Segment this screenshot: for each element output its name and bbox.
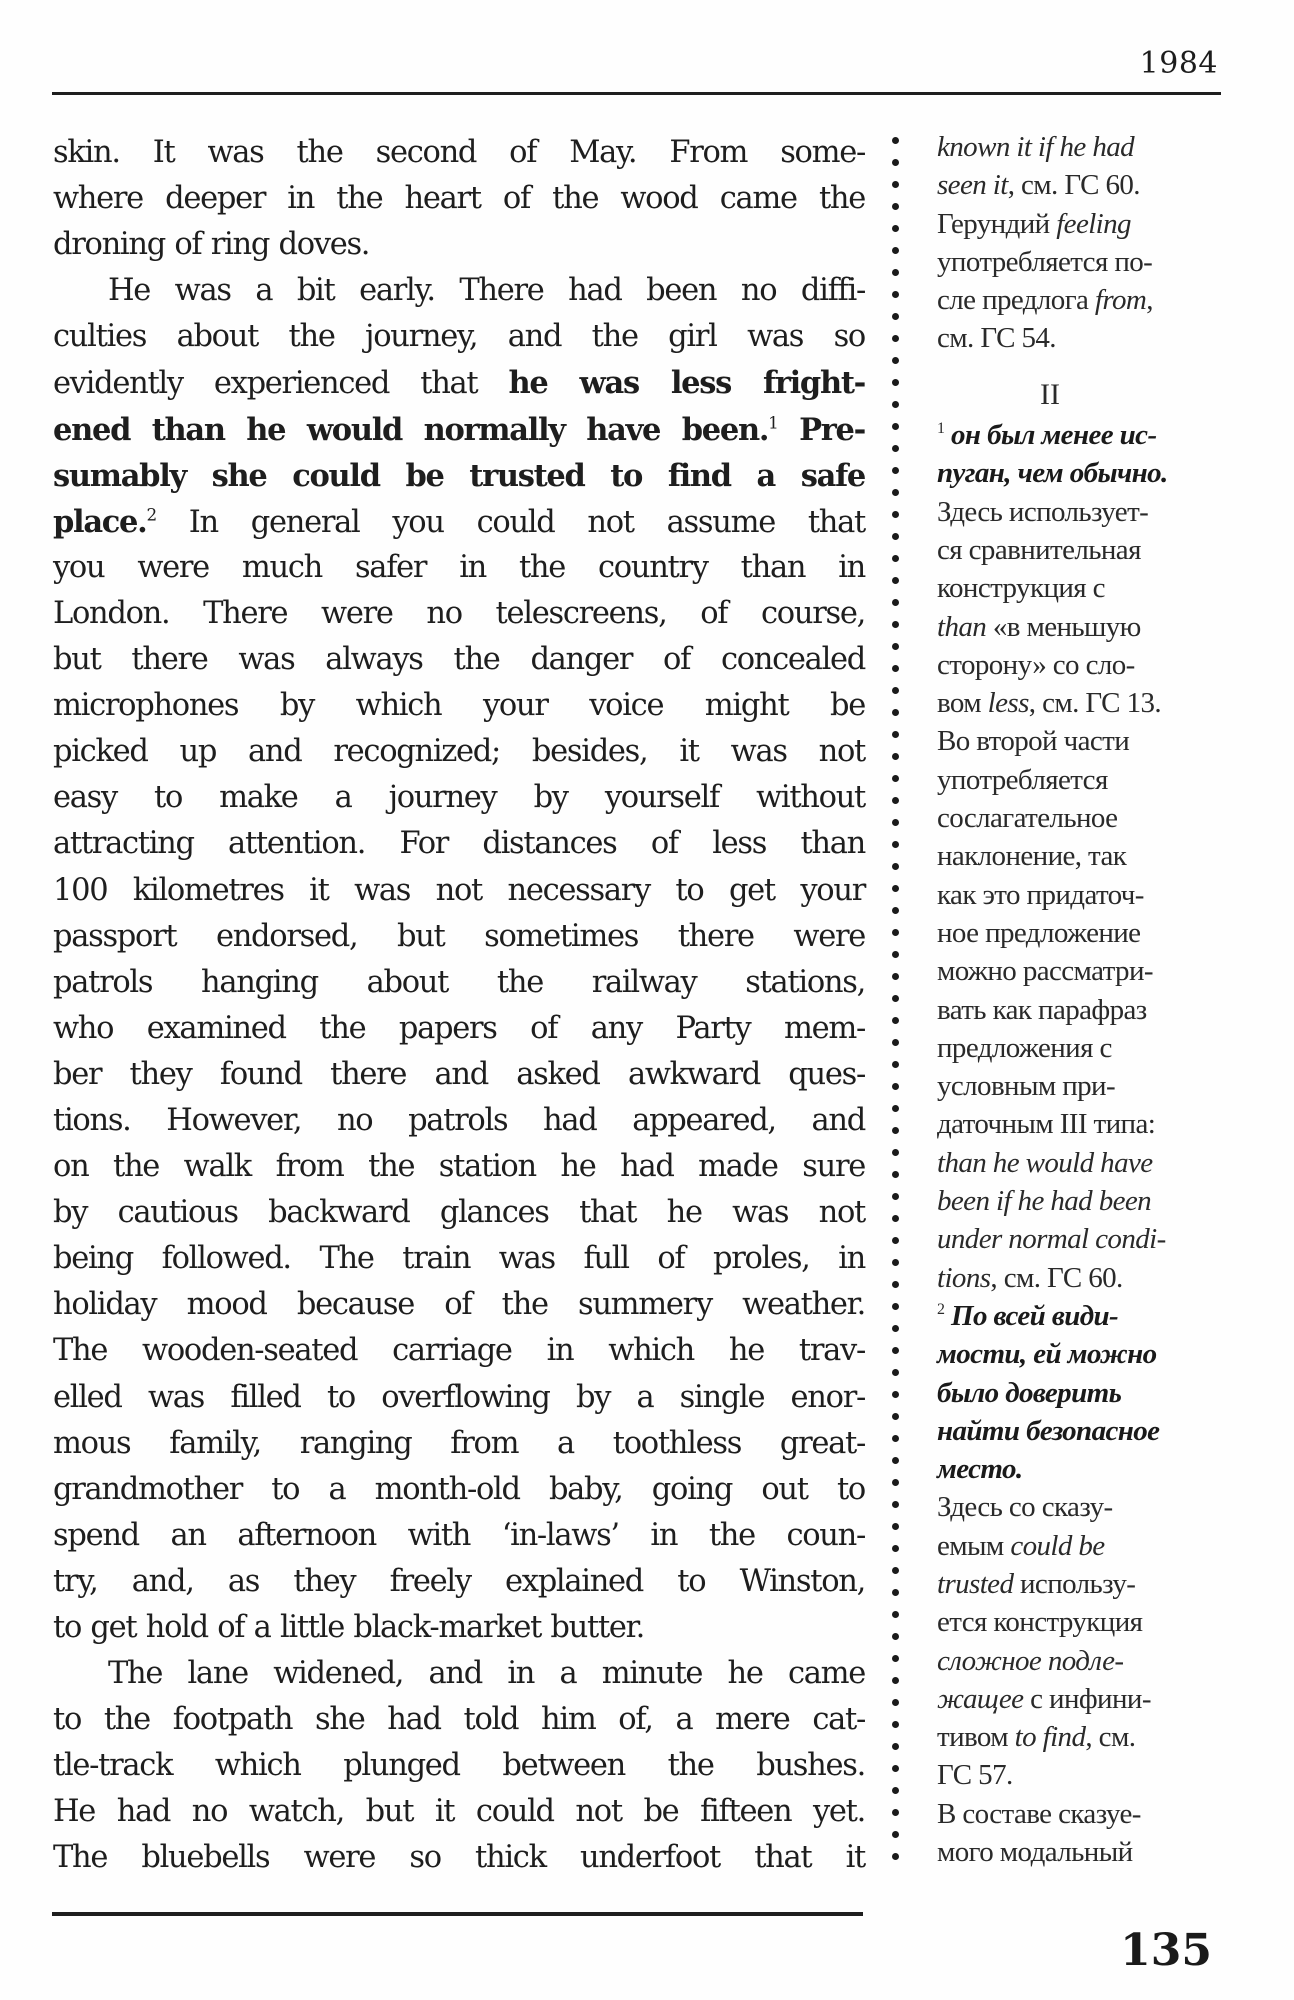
text-run: использу-	[1013, 1567, 1136, 1600]
note-line	[937, 128, 1237, 166]
divider-dot	[892, 753, 899, 760]
text-run: He had no watch, but it could not be fifteen yet.	[53, 1794, 865, 1830]
text-run: tions. However, no patrols had appeared, and	[53, 1102, 865, 1138]
divider-dot	[892, 1435, 899, 1442]
divider-dot	[892, 973, 899, 980]
text-run: London. There were no telescreens, of course,	[53, 595, 865, 631]
divider-dot	[892, 621, 899, 628]
note-line	[937, 991, 1237, 1029]
text-line	[53, 1835, 865, 1881]
divider-dot	[892, 1523, 899, 1530]
glossed-phrase: место.	[937, 1453, 1023, 1486]
note-line	[937, 1144, 1237, 1182]
note-line	[937, 454, 1237, 492]
note-line	[937, 646, 1237, 684]
divider-dot	[892, 1721, 899, 1728]
note-line	[937, 914, 1237, 952]
text-run: можно рассматри-	[937, 955, 1153, 988]
text-run: условным при-	[937, 1070, 1116, 1103]
text-run: , см.	[1085, 1721, 1136, 1754]
divider-dot	[892, 1831, 899, 1838]
divider-dot	[892, 643, 899, 650]
note-line	[937, 1833, 1237, 1871]
highlighted-phrase: place.	[53, 503, 147, 540]
text-run: Герундий	[937, 207, 1057, 240]
glossed-phrase: было доверить	[937, 1376, 1122, 1409]
text-run: употребляется по-	[937, 245, 1153, 278]
text-run: evidently experienced that	[53, 366, 509, 402]
text-run: being followed. The train was full of proles, in	[53, 1241, 865, 1277]
section-heading: II	[1040, 377, 1060, 411]
divider-dot	[892, 797, 899, 804]
text-line	[53, 1375, 865, 1421]
divider-dot	[892, 1853, 899, 1860]
italic-term: could be	[1010, 1529, 1105, 1562]
note-line	[937, 837, 1237, 875]
text-run: вать как парафраз	[937, 993, 1147, 1026]
note-line	[937, 1259, 1237, 1297]
text-line	[53, 314, 865, 360]
text-line	[53, 914, 865, 960]
text-run: picked up and recognized; besides, it was not	[53, 734, 865, 770]
text-run: мого модальный	[937, 1836, 1133, 1869]
divider-dot	[892, 1501, 899, 1508]
divider-dot	[892, 709, 899, 716]
italic-term: жащее	[937, 1682, 1024, 1715]
note-line	[937, 761, 1237, 799]
text-run: where deeper in the heart of the wood came the	[53, 181, 865, 217]
highlighted-phrase: sumably she could be trusted to find a safe	[53, 457, 865, 494]
glossed-phrase: найти безопасное	[937, 1414, 1160, 1447]
divider-dot	[892, 687, 899, 694]
text-line	[53, 1236, 865, 1282]
divider-dot	[892, 1809, 899, 1816]
text-line	[53, 1190, 865, 1236]
text-run: skin. It was the second of May. From some-	[53, 135, 865, 170]
text-run: you were much safer in the country than in	[53, 549, 865, 585]
text-run: He was a bit early. There had been no diffi-	[108, 273, 865, 309]
glossed-phrase: По всей види-	[951, 1299, 1119, 1332]
divider-dot	[892, 159, 899, 166]
divider-dot	[892, 1325, 899, 1332]
text-run: easy to make a journey by yourself without	[53, 780, 865, 816]
text-line	[53, 1651, 865, 1697]
divider-dot	[892, 995, 899, 1002]
divider-dot	[892, 1589, 899, 1596]
text-run: who examined the papers of any Party mem-	[53, 1010, 865, 1046]
note-line	[937, 722, 1237, 760]
footnote-marker: 2	[146, 504, 156, 525]
divider-dot	[892, 291, 899, 298]
text-run: см. ГС 54.	[937, 322, 1056, 355]
italic-term: to find	[1014, 1721, 1086, 1754]
footer-rule	[52, 1912, 863, 1916]
text-run: elled was filled to overflowing by a single enor-	[53, 1379, 865, 1415]
text-run: даточным III типа:	[937, 1108, 1156, 1141]
note-line	[937, 1412, 1237, 1450]
divider-dot	[892, 445, 899, 452]
divider-dot	[892, 1699, 899, 1706]
divider-dot	[892, 1171, 899, 1178]
divider-dot	[892, 423, 899, 430]
text-run: , см. ГС 60.	[990, 1261, 1123, 1294]
divider-dot	[892, 379, 899, 386]
text-line	[53, 1328, 865, 1374]
text-run: как это придаточ-	[937, 878, 1144, 911]
note-line	[937, 1182, 1237, 1220]
text-run: tle-track which plunged between the bushes.	[53, 1748, 865, 1784]
header-rule	[52, 92, 1221, 95]
text-run: конструкция с	[937, 572, 1105, 605]
divider-dot	[892, 1215, 899, 1222]
divider-dot	[892, 1105, 899, 1112]
text-run: Здесь использует-	[937, 495, 1149, 528]
note-line	[937, 1450, 1237, 1488]
note-line	[937, 281, 1237, 319]
text-run: but there was always the danger of concealed	[53, 642, 865, 678]
text-run: The wooden-seated carriage in which he trav-	[53, 1333, 865, 1369]
text-line	[53, 1697, 865, 1743]
italic-term: been if he had been	[937, 1185, 1152, 1218]
text-line	[53, 1559, 865, 1605]
divider-dot	[892, 1765, 899, 1772]
text-line	[53, 729, 865, 775]
text-run: сослагательное	[937, 802, 1118, 835]
divider-dot	[892, 137, 899, 144]
text-run: , см. ГС 60.	[1007, 169, 1140, 202]
text-run: емым	[937, 1529, 1011, 1562]
text-run: to the footpath she had told him of, a mere cat-	[53, 1702, 865, 1738]
dotted-column-divider	[892, 137, 900, 1867]
divider-dot	[892, 1347, 899, 1354]
text-line	[53, 130, 865, 176]
italic-term: than he would have	[937, 1146, 1153, 1179]
glossed-phrase: мости, ей можно	[937, 1338, 1157, 1371]
note-line	[937, 1795, 1237, 1833]
note-line	[937, 1335, 1237, 1373]
text-run: by cautious backward glances that he was not	[53, 1195, 865, 1231]
text-line	[53, 868, 865, 914]
divider-dot	[892, 313, 899, 320]
text-run: сторону» со сло-	[937, 648, 1135, 681]
note-line	[937, 952, 1237, 990]
text-run: droning of ring doves.	[53, 227, 370, 263]
divider-dot	[892, 1479, 899, 1486]
italic-term: seen it	[937, 169, 1008, 202]
divider-dot	[892, 1303, 899, 1310]
divider-dot	[892, 1457, 899, 1464]
note-line	[937, 531, 1237, 569]
text-run: ется конструкция	[937, 1606, 1143, 1639]
text-line	[53, 407, 865, 453]
text-line	[53, 1052, 865, 1098]
italic-term: less	[987, 687, 1029, 720]
divider-dot	[892, 1281, 899, 1288]
note-line	[937, 569, 1237, 607]
text-run: В составе сказуе-	[937, 1797, 1141, 1830]
note-line	[937, 243, 1237, 281]
divider-dot	[892, 1127, 899, 1134]
highlighted-phrase: he was less fright-	[508, 365, 865, 402]
page-number: 135	[1120, 1925, 1212, 1976]
text-run: The bluebells were so thick underfoot that it	[53, 1840, 865, 1876]
divider-dot	[892, 467, 899, 474]
text-line	[53, 1789, 865, 1835]
italic-term: known it if he had	[937, 131, 1135, 163]
highlighted-phrase: ened than he would normally have been.	[53, 411, 769, 448]
text-line	[53, 775, 865, 821]
divider-dot	[892, 203, 899, 210]
running-title: 1984	[1139, 46, 1218, 81]
note-line	[937, 205, 1237, 243]
text-run: , см. ГС 13.	[1028, 687, 1162, 720]
divider-dot	[892, 357, 899, 364]
text-run: 100 kilometres it was not necessary to get your	[53, 872, 865, 908]
divider-dot	[892, 1545, 899, 1552]
text-line	[53, 268, 865, 314]
text-line	[53, 545, 865, 591]
divider-dot	[892, 401, 899, 408]
italic-term: from	[1094, 284, 1147, 317]
divider-dot	[892, 819, 899, 826]
divider-dot	[892, 269, 899, 276]
text-run: ся сравнительная	[937, 533, 1141, 566]
note-line	[937, 1527, 1237, 1565]
note-line	[937, 493, 1237, 531]
footnote-marker: 1	[768, 411, 778, 432]
text-line	[53, 222, 865, 268]
divider-dot	[892, 599, 899, 606]
italic-term: trusted	[937, 1567, 1014, 1600]
divider-dot	[892, 1083, 899, 1090]
note-line	[937, 1029, 1237, 1067]
text-run: «в меньшую	[986, 610, 1141, 643]
footnote-marker: 1	[937, 419, 945, 437]
divider-dot	[892, 511, 899, 518]
text-run: сле предлога	[937, 284, 1095, 317]
note-line	[937, 1105, 1237, 1143]
divider-dot	[892, 1567, 899, 1574]
text-line	[53, 1513, 865, 1559]
note-line	[937, 1565, 1237, 1603]
divider-dot	[892, 1237, 899, 1244]
text-run: spend an afternoon with ‘in-laws’ in the coun-	[53, 1517, 865, 1553]
glossary-notes-column	[937, 128, 1237, 1871]
divider-dot	[892, 841, 899, 848]
text-line	[53, 1098, 865, 1144]
glossed-phrase: он был менее ис-	[951, 419, 1157, 452]
text-run: вом	[937, 687, 988, 720]
divider-dot	[892, 247, 899, 254]
note-line	[937, 1374, 1237, 1412]
text-run: to get hold of a little black-market butter.	[53, 1610, 644, 1645]
text-line	[53, 683, 865, 729]
text-line	[53, 1743, 865, 1789]
text-run: attracting attention. For distances of less than	[53, 826, 865, 862]
note-line	[937, 1603, 1237, 1641]
divider-dot	[892, 731, 899, 738]
text-run: culties about the journey, and the girl was so	[53, 319, 865, 355]
note-line	[937, 1680, 1237, 1718]
note-line	[937, 608, 1237, 646]
text-run: ber they found there and asked awkward ques-	[53, 1056, 865, 1092]
highlighted-phrase: Pre-	[777, 411, 865, 448]
text-run: on the walk from the station he had made sure	[53, 1149, 865, 1185]
text-run: наклонение, так	[937, 840, 1127, 873]
note-line	[937, 319, 1237, 357]
italic-term: сложное подле-	[937, 1644, 1124, 1677]
text-run: try, and, as they freely explained to Winston,	[53, 1563, 865, 1599]
divider-dot	[892, 1787, 899, 1794]
divider-dot	[892, 1193, 899, 1200]
divider-dot	[892, 1017, 899, 1024]
text-line	[53, 960, 865, 1006]
note-line	[937, 684, 1237, 722]
divider-dot	[892, 863, 899, 870]
note-line	[937, 1220, 1237, 1258]
text-run: ное предложение	[937, 916, 1141, 949]
divider-dot	[892, 1413, 899, 1420]
text-line	[53, 591, 865, 637]
divider-dot	[892, 1677, 899, 1684]
text-run: holiday mood because of the summery weather.	[53, 1287, 865, 1323]
divider-dot	[892, 225, 899, 232]
note-line	[937, 416, 1237, 454]
text-line	[53, 360, 865, 406]
italic-term: than	[937, 610, 987, 643]
divider-dot	[892, 929, 899, 936]
divider-dot	[892, 1611, 899, 1618]
text-run: grandmother to a month-old baby, going out to	[53, 1471, 865, 1507]
divider-dot	[892, 1149, 899, 1156]
note-line	[937, 1642, 1237, 1680]
text-line	[53, 1605, 865, 1651]
text-run: The lane widened, and in a minute he came	[108, 1656, 865, 1692]
text-line	[53, 821, 865, 867]
divider-dot	[892, 555, 899, 562]
note-line	[937, 1756, 1237, 1794]
text-line	[53, 1421, 865, 1467]
divider-dot	[892, 775, 899, 782]
text-line	[53, 1006, 865, 1052]
divider-dot	[892, 951, 899, 958]
divider-dot	[892, 181, 899, 188]
text-line	[53, 1282, 865, 1328]
divider-dot	[892, 1039, 899, 1046]
divider-dot	[892, 1369, 899, 1376]
divider-dot	[892, 533, 899, 540]
divider-dot	[892, 489, 899, 496]
note-line	[937, 1297, 1237, 1335]
text-run: In general you could not assume that	[155, 504, 865, 540]
note-line	[937, 1488, 1237, 1526]
italic-term: feeling	[1056, 207, 1131, 240]
glossed-phrase: пуган, чем обычно.	[937, 457, 1168, 490]
text-run: предложения с	[937, 1031, 1112, 1064]
text-run: употребляется	[937, 763, 1108, 796]
divider-dot	[892, 907, 899, 914]
divider-dot	[892, 1633, 899, 1640]
text-line	[53, 176, 865, 222]
text-run: patrols hanging about the railway stations,	[53, 964, 865, 1000]
main-text-column	[53, 130, 865, 1882]
text-line	[53, 453, 865, 499]
text-line	[53, 1144, 865, 1190]
text-run: mous family, ranging from a toothless great-	[53, 1425, 865, 1461]
text-run: ГС 57.	[937, 1759, 1013, 1792]
text-line	[53, 637, 865, 683]
italic-term: tions	[937, 1261, 991, 1294]
text-run: Во второй части	[937, 725, 1130, 758]
divider-dot	[892, 1061, 899, 1068]
divider-dot	[892, 885, 899, 892]
text-run: microphones by which your voice might be	[53, 688, 865, 724]
text-run: passport endorsed, but sometimes there were	[53, 918, 865, 954]
divider-dot	[892, 1743, 899, 1750]
note-line	[937, 1067, 1237, 1105]
divider-dot	[892, 577, 899, 584]
divider-dot	[892, 1391, 899, 1398]
text-run: Здесь со сказу-	[937, 1491, 1113, 1524]
divider-dot	[892, 1655, 899, 1662]
text-run: тивом	[937, 1721, 1015, 1754]
note-line	[937, 1718, 1237, 1756]
text-run: ,	[1146, 284, 1153, 317]
divider-dot	[892, 335, 899, 342]
text-line	[53, 499, 865, 545]
divider-dot	[892, 1259, 899, 1266]
footnote-marker: 2	[937, 1300, 945, 1318]
note-line	[937, 876, 1237, 914]
note-line	[937, 799, 1237, 837]
note-line	[937, 166, 1237, 204]
text-line	[53, 1467, 865, 1513]
divider-dot	[892, 665, 899, 672]
italic-term: under normal condi-	[937, 1223, 1166, 1256]
text-run: с инфини-	[1023, 1682, 1151, 1715]
